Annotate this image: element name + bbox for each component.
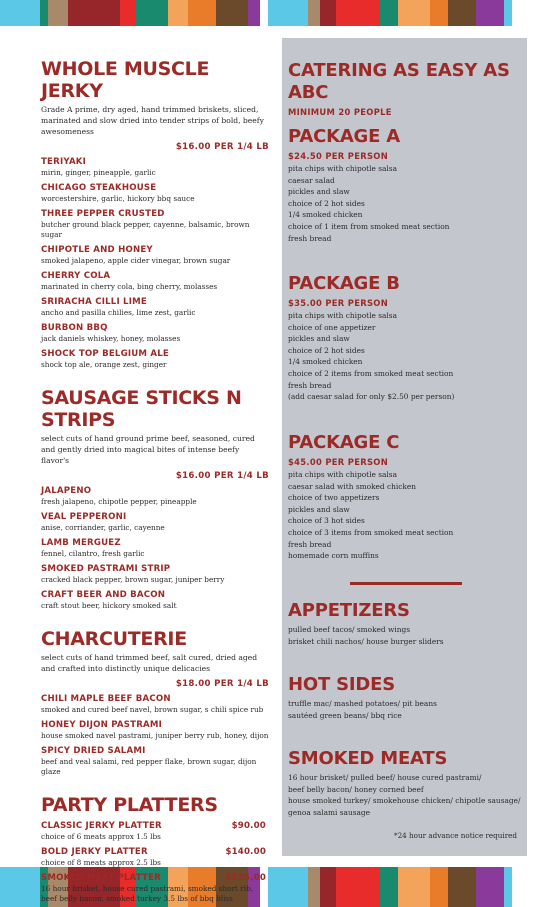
section-charcuterie: [41, 628, 269, 777]
menu-item-description: shock top ale, orange zest, ginger: [41, 360, 167, 369]
stripe-segment: [120, 0, 136, 26]
menu-item: [41, 847, 269, 868]
menu-item: [41, 157, 269, 178]
menu-item-name: THREE PEPPER CRUSTED: [41, 209, 165, 219]
text-line: choice of 3 hot sides: [288, 516, 365, 526]
package-c: [282, 432, 453, 562]
menu-item-description: jack daniels whiskey, honey, molasses: [41, 334, 181, 343]
package-title: PACKAGE C: [288, 432, 400, 453]
text-line: pita chips with chipotle salsa: [288, 470, 397, 479]
menu-item-description: fresh jalapeno, chipotle pepper, pineapple: [41, 497, 197, 506]
menu-item: [41, 486, 269, 507]
catering-minimum: MINIMUM 20 PEOPLE: [288, 107, 392, 117]
hot-sides-list: [288, 698, 437, 721]
menu-item: [41, 590, 269, 611]
menu-item-description: mirin, ginger, pineapple, garlic: [41, 168, 156, 177]
appetizers-title: APPETIZERS: [288, 600, 410, 621]
text-line: choice of 2 items from smoked meat section: [288, 368, 454, 378]
menu-item-name: CHERRY COLA: [41, 271, 111, 281]
package-price: $35.00 PER PERSON: [288, 298, 389, 308]
section-price: $18.00 PER 1/4 LB: [175, 679, 269, 689]
section-description: select cuts of hand ground prime beef, seasoned, cured and gently dried into magical bites of intense beefy flavor's: [41, 434, 255, 465]
package-contents: [288, 163, 449, 244]
stripe-segment: [504, 867, 512, 907]
text-line: pita chips with chipotle salsa: [288, 164, 397, 173]
menu-item: [41, 349, 269, 370]
catering-title: CATERING AS EASY AS ABC: [288, 60, 510, 103]
section-party-platters: [41, 794, 269, 904]
section-price: $16.00 PER 1/4 LB: [175, 142, 269, 152]
menu-item-name: LAMB MERGUEZ: [41, 538, 121, 548]
text-line: choice of 2 hot sides: [288, 198, 365, 208]
text-line: 1/4 smoked chicken: [288, 357, 363, 367]
menu-item-name: BOLD JERKY PLATTER: [41, 847, 148, 857]
stripe-segment: [320, 867, 336, 907]
menu-item-description: smoked jalapeno, apple cider vinegar, brown sugar: [41, 256, 231, 265]
text-line: house smoked turkey/ smokehouse chicken/ chipotle sausage/: [288, 796, 521, 806]
stripe-segment: [260, 0, 268, 26]
menu-item: [41, 297, 269, 318]
stripe-segment: [448, 867, 476, 907]
menu-item: [41, 694, 269, 715]
menu-item-name: CHICAGO STEAKHOUSE: [41, 183, 157, 193]
menu-item-description: worcestershire, garlic, hickory bbq sauce: [41, 194, 195, 203]
stripe-segment: [430, 0, 448, 26]
catering-panel: [282, 38, 527, 856]
stripe-segment: [476, 0, 504, 26]
stripe-segment: [48, 0, 68, 26]
stripe-segment: [430, 867, 448, 907]
section-price: $16.00 PER 1/4 LB: [175, 471, 269, 481]
stripe-segment: [268, 0, 308, 26]
menu-item-name: SPICY DRIED SALAMI: [41, 746, 146, 756]
text-line: (add caesar salad for only $2.50 per person): [288, 392, 455, 402]
stripe-segment: [398, 867, 430, 907]
stripe-segment: [336, 0, 380, 26]
menu-item-name: JALAPENO: [41, 486, 92, 496]
text-line: 16 hour brisket/ pulled beef/ house cured pastrami/: [288, 773, 482, 782]
text-line: choice of one appetizer: [288, 322, 376, 332]
menu-item: [41, 512, 269, 533]
package-title: PACKAGE B: [288, 273, 400, 294]
stripe-segment: [380, 0, 398, 26]
appetizers-section: [282, 600, 444, 647]
menu-item-name: TERIYAKI: [41, 157, 87, 167]
text-line: beef belly bacon/ honey corned beef: [288, 784, 424, 794]
top-color-stripe: [0, 0, 560, 26]
item-list: [41, 821, 269, 904]
package-price: $45.00 PER PERSON: [288, 457, 389, 467]
stripe-segment: [216, 0, 248, 26]
text-line: pulled beef tacos/ smoked wings: [288, 625, 410, 634]
text-line: 1/4 smoked chicken: [288, 210, 363, 220]
smoked-meats-title: SMOKED MEATS: [288, 748, 448, 769]
text-line: homemade corn muffins: [288, 551, 379, 561]
menu-item: [41, 183, 269, 204]
section-whole-muscle-jerky: [41, 58, 269, 370]
menu-item-price: $140.00: [225, 847, 266, 857]
menu-item-name: CRAFT BEER AND BACON: [41, 590, 166, 600]
package-b: [282, 273, 454, 403]
stripe-segment: [336, 867, 380, 907]
left-menu-column: [41, 58, 269, 904]
stripe-segment: [248, 0, 260, 26]
menu-item-price: $135.00: [225, 873, 266, 883]
menu-item: [41, 245, 269, 266]
menu-item-name: SMOKED MEAT PLATTER: [41, 873, 161, 883]
text-line: choice of 3 items from smoked meat section: [288, 527, 454, 537]
hot-sides-section: [282, 674, 437, 721]
section-title: SAUSAGE STICKS N STRIPS: [41, 387, 242, 431]
menu-item-name: CHILI MAPLE BEEF BACON: [41, 694, 171, 704]
section-sausage-sticks: [41, 387, 269, 611]
stripe-segment: [308, 0, 320, 26]
hot-sides-title: HOT SIDES: [288, 674, 395, 695]
text-line: pickles and slaw: [288, 504, 350, 514]
smoked-meats-list: [288, 772, 521, 818]
menu-item: [41, 720, 269, 741]
menu-item-name: SHOCK TOP BELGIUM ALE: [41, 349, 169, 359]
menu-item-description: fennel, cilantro, fresh garlic: [41, 549, 145, 558]
text-line: genoa salami sausage: [288, 807, 371, 817]
menu-item-description: 16 hour brisket, house cured pastrami, smoked short rib, beef belly bacon, smoked turkey 3.5 lbs of bbq bliss: [41, 884, 254, 903]
stripe-segment: [136, 0, 168, 26]
menu-item-description: smoked and cured beef navel, brown sugar, s chili spice rub: [41, 705, 264, 714]
text-line: pickles and slaw: [288, 334, 350, 344]
menu-item-name: CHIPOTLE AND HONEY: [41, 245, 153, 255]
text-line: pickles and slaw: [288, 187, 350, 197]
menu-item-price: $90.00: [231, 821, 266, 831]
menu-item: [41, 873, 269, 904]
package-title: PACKAGE A: [288, 126, 401, 147]
menu-item-header: [41, 873, 269, 884]
item-list: [41, 157, 269, 370]
section-title: WHOLE MUSCLE JERKY: [41, 58, 210, 102]
stripe-segment: [320, 0, 336, 26]
menu-item-header: [41, 821, 269, 832]
stripe-segment: [380, 867, 398, 907]
section-title: CHARCUTERIE: [41, 628, 187, 650]
menu-item: [41, 538, 269, 559]
menu-item-description: cracked black pepper, brown sugar, juniper berry: [41, 575, 225, 584]
menu-item-description: butcher ground black pepper, cayenne, balsamic, brown sugar: [41, 220, 250, 239]
menu-item-name: HONEY DIJON PASTRAMI: [41, 720, 163, 730]
smoked-meats-section: [282, 748, 521, 818]
section-description: select cuts of hand trimmed beef, salt cured, dried aged and crafted into distinctly unique delicacies: [41, 653, 258, 673]
menu-item: [41, 564, 269, 585]
stripe-segment: [168, 0, 188, 26]
text-line: fresh bread: [288, 380, 332, 390]
menu-item: [41, 746, 269, 777]
menu-item-name: BURBON BBQ: [41, 323, 108, 333]
text-line: choice of two appetizers: [288, 493, 380, 503]
stripe-segment: [308, 867, 320, 907]
appetizers-list: [288, 624, 444, 647]
text-line: choice of 2 hot sides: [288, 345, 365, 355]
text-line: truffle mac/ mashed potatoes/ pit beans: [288, 699, 437, 708]
menu-item-description: beef and veal salami, red pepper flake, brown sugar, dijon glaze: [41, 757, 257, 776]
advance-notice-note: *24 hour advance notice required: [394, 831, 517, 840]
item-list: [41, 486, 269, 611]
section-title: PARTY PLATTERS: [41, 794, 218, 816]
section-description: Grade A prime, dry aged, hand trimmed briskets, sliced, marinated and slow dried into tender strips of bold, beefy awesomeness: [41, 105, 264, 136]
stripe-segment: [268, 867, 308, 907]
menu-item: [41, 271, 269, 292]
menu-item-name: SRIRACHA CILLI LIME: [41, 297, 147, 307]
menu-item-description: anise, corriander, garlic, cayenne: [41, 523, 165, 532]
text-line: brisket chili nachos/ house burger sliders: [288, 636, 444, 646]
stripe-segment: [188, 0, 216, 26]
text-line: choice of 1 item from smoked meat section: [288, 221, 450, 231]
stripe-segment: [476, 867, 504, 907]
stripe-segment: [0, 0, 40, 26]
catering-header: [282, 60, 527, 117]
stripe-segment: [0, 867, 40, 907]
text-line: pita chips with chipotle salsa: [288, 311, 397, 320]
package-a: [282, 126, 449, 244]
menu-item: [41, 323, 269, 344]
text-line: fresh bread: [288, 539, 332, 549]
menu-item-name: CLASSIC JERKY PLATTER: [41, 821, 162, 831]
text-line: caesar salad: [288, 175, 335, 185]
package-price: $24.50 PER PERSON: [288, 151, 389, 161]
menu-item-description: craft stout beer, hickory smoked salt: [41, 601, 177, 610]
stripe-segment: [504, 0, 512, 26]
menu-item: [41, 821, 269, 842]
item-list: [41, 694, 269, 777]
stripe-segment: [448, 0, 476, 26]
menu-item-header: [41, 847, 269, 858]
menu-item: [41, 209, 269, 240]
stripe-segment: [40, 0, 48, 26]
stripe-segment: [398, 0, 430, 26]
menu-item-description: choice of 8 meats approx 2.5 lbs: [41, 858, 161, 867]
text-line: fresh bread: [288, 233, 332, 243]
menu-item-description: ancho and pasilla chilies, lime zest, garlic: [41, 308, 196, 317]
menu-item-name: VEAL PEPPERONI: [41, 512, 127, 522]
section-divider: [350, 582, 462, 585]
menu-item-name: SMOKED PASTRAMI STRIP: [41, 564, 171, 574]
menu-item-description: choice of 6 meats approx 1.5 lbs: [41, 832, 161, 841]
menu-item-description: marinated in cherry cola, bing cherry, molasses: [41, 282, 218, 291]
package-contents: [288, 310, 454, 403]
text-line: sautéed green beans/ bbq rice: [288, 710, 402, 720]
menu-item-description: house smoked navel pastrami, juniper berry rub, honey, dijon: [41, 731, 269, 740]
package-contents: [288, 469, 453, 562]
stripe-segment: [68, 0, 120, 26]
text-line: caesar salad with smoked chicken: [288, 481, 417, 491]
